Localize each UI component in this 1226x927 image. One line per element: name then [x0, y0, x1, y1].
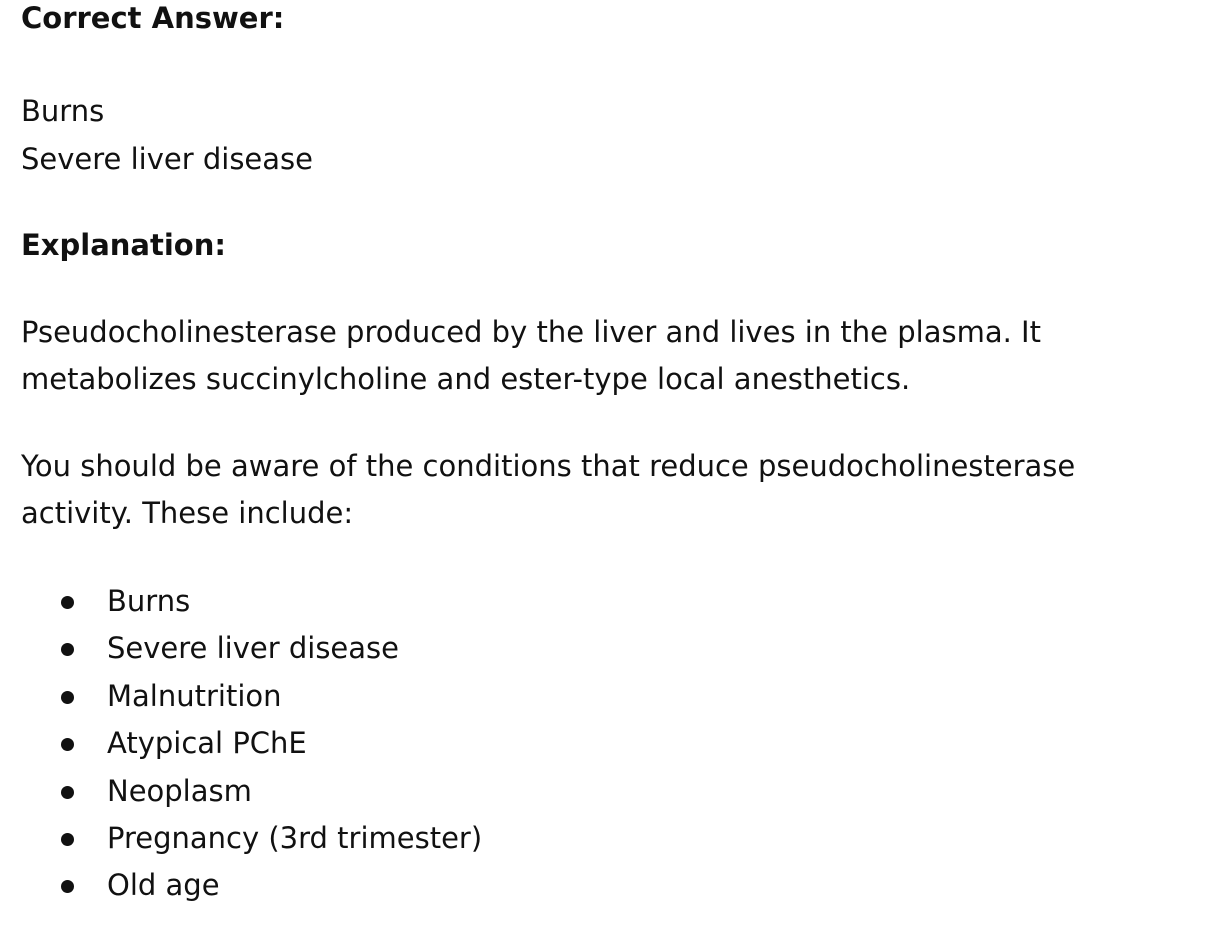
condition-label: Pregnancy (3rd trimester) — [107, 820, 483, 855]
condition-label: Atypical PChE — [107, 726, 307, 761]
bullet-icon — [61, 738, 74, 751]
condition-label: Malnutrition — [107, 678, 282, 713]
explanation-paragraph-2-line-1: You should be aware of the conditions that reduce pseudocholinesterase — [21, 449, 1076, 483]
bullet-icon — [61, 596, 74, 609]
condition-label: Severe liver disease — [107, 631, 399, 666]
bullet-icon — [61, 691, 74, 704]
bullet-icon — [61, 880, 74, 893]
explanation-heading: Explanation: — [21, 228, 226, 262]
condition-label: Neoplasm — [107, 773, 252, 808]
bullet-icon — [61, 833, 74, 846]
bullet-icon — [61, 786, 74, 799]
condition-label: Burns — [107, 584, 191, 618]
condition-label: Old age — [107, 868, 220, 903]
answer-line-1: Burns — [21, 94, 105, 128]
bullet-icon — [61, 643, 74, 656]
explanation-paragraph-2-line-2: activity. These include: — [21, 496, 354, 530]
explanation-paragraph-1-line-1: Pseudocholinesterase produced by the liver and lives in the plasma. It — [21, 315, 1041, 349]
answer-line-2: Severe liver disease — [21, 142, 313, 176]
explanation-paragraph-1-line-2: metabolizes succinylcholine and ester-type local anesthetics. — [21, 362, 911, 396]
correct-answer-heading: Correct Answer: — [21, 1, 285, 35]
